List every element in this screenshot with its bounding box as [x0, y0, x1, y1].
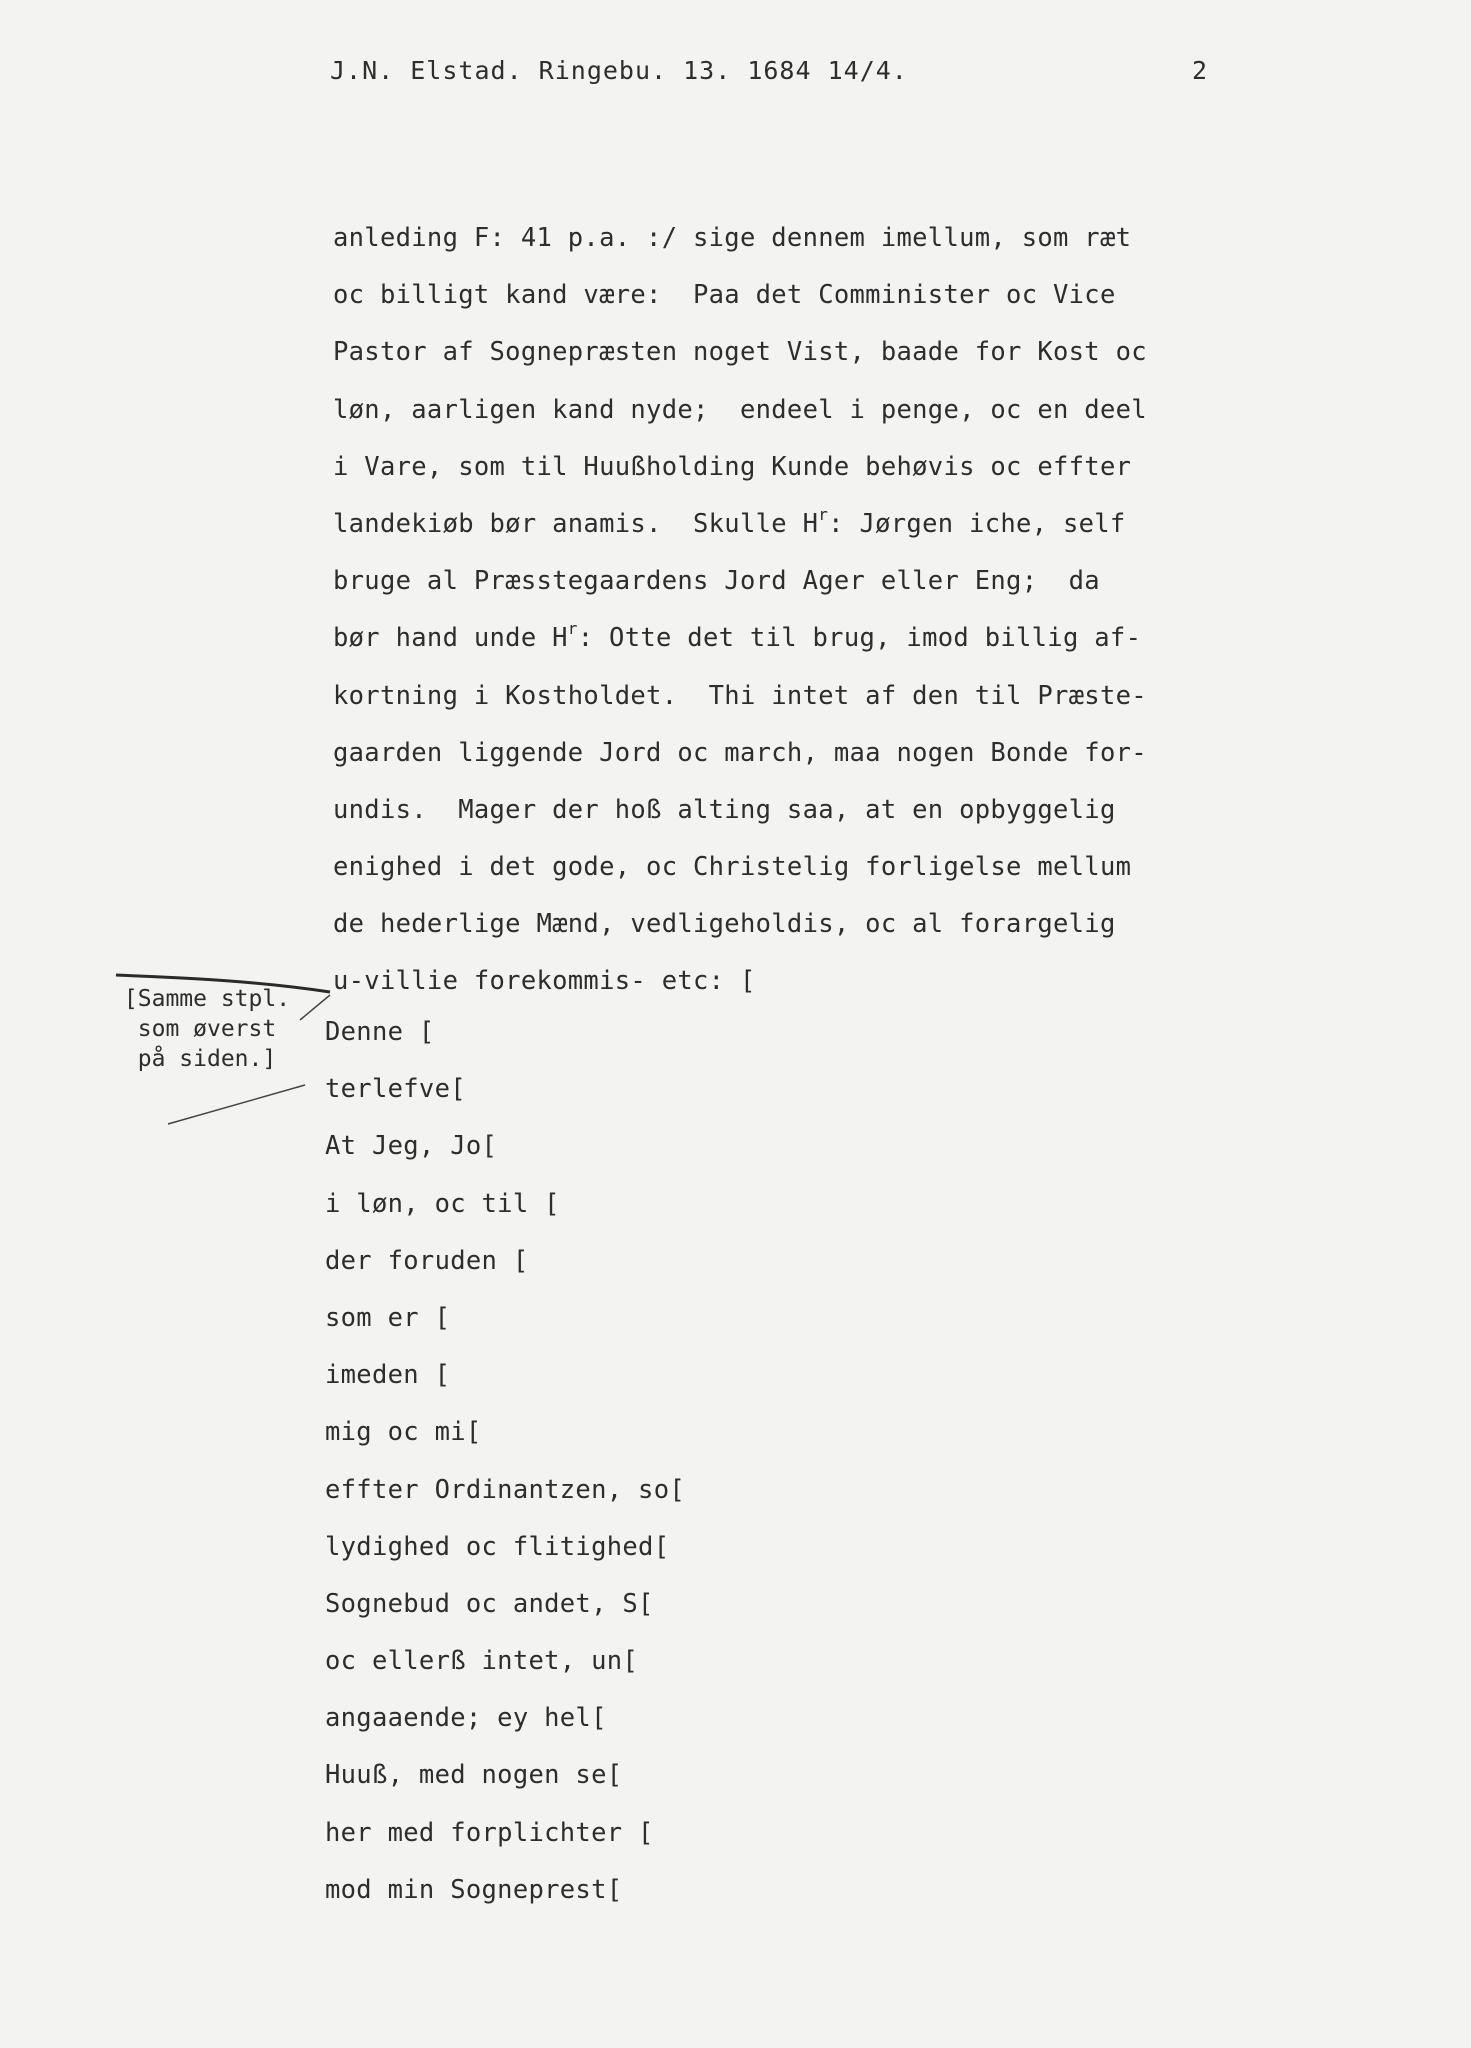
- superscript: r: [567, 619, 578, 639]
- fragment-line: Denne [: [325, 1017, 435, 1047]
- fragment-line: som er [: [325, 1302, 451, 1333]
- text-line: kortning i Kostholdet. Thi intet af den til Præste-: [333, 680, 1147, 711]
- text-line: enighed i det gode, oc Christelig forligelse mellum: [333, 852, 1132, 883]
- text-line: gaarden liggende Jord oc march, maa nogen Bonde for-: [333, 737, 1147, 768]
- text-line: [333, 610, 1353, 667]
- text-line: anleding F: 41 p.a. :/ sige dennem imellum, som ræt: [333, 223, 1132, 253]
- text-line: de hederlige Mænd, vedligeholdis, oc al forargelig: [333, 909, 1116, 940]
- page-header: [330, 56, 1471, 100]
- fragment-line: der foruden [: [325, 1245, 529, 1276]
- fragment-line: i løn, oc til [: [325, 1188, 560, 1219]
- fragment-line: imeden [: [325, 1360, 451, 1391]
- fragment-line: lydighed oc flitighed[: [325, 1531, 670, 1562]
- page-number: 2: [1192, 56, 1208, 85]
- text-line: i Vare, som til Huußholding Kunde behøvis oc effter: [333, 451, 1132, 482]
- margin-note-line: på siden.]: [137, 1046, 277, 1072]
- margin-note-line: [Samme stpl.: [123, 986, 291, 1012]
- text-line: [333, 496, 1353, 553]
- text-segment: landekiøb bør anamis. Skulle H: [333, 508, 819, 539]
- text-line: undis. Mager der hoß alting saa, at en opbyggelig: [333, 794, 1116, 825]
- fragment-line: At Jeg, Jo[: [325, 1131, 498, 1162]
- text-line: bruge al Præsstegaardens Jord Ager eller Eng; da: [333, 566, 1100, 597]
- fragment-list: [325, 1004, 685, 1919]
- text-line: u-villie forekommis- etc: [: [333, 966, 756, 997]
- header-title: J.N. Elstad. Ringebu. 13. 1684 14/4.: [330, 56, 908, 85]
- margin-note: [92, 984, 322, 1074]
- fragment-line: Sognebud oc andet, S[: [325, 1588, 654, 1619]
- text-segment: : Jørgen iche, self: [828, 508, 1126, 539]
- text-line: løn, aarligen kand nyde; endeel i penge, oc en deel: [333, 394, 1147, 425]
- text-line: Pastor af Sognepræsten noget Vist, baade for Kost oc: [333, 337, 1147, 368]
- fragment-line: angaaende; ey hel[: [325, 1703, 607, 1734]
- text-line: oc billigt kand være: Paa det Comminister oc Vice: [333, 280, 1116, 311]
- superscript: r: [818, 504, 829, 524]
- fragment-line: mod min Sogneprest[: [325, 1874, 623, 1905]
- fragment-line: mig oc mi[: [325, 1417, 482, 1448]
- fragment-line: effter Ordinantzen, so[: [325, 1474, 686, 1505]
- fragment-line: Huuß, med nogen se[: [325, 1760, 623, 1791]
- text-segment: bør hand unde H: [333, 623, 568, 654]
- margin-note-line: som øverst: [137, 1016, 277, 1042]
- text-segment: : Otte det til brug, imod billig af-: [577, 623, 1142, 654]
- annotation-leader-line: [168, 1085, 305, 1124]
- transcription-body: [333, 210, 1353, 1011]
- fragment-line: terlefve[: [325, 1074, 466, 1105]
- fragment-line: her med forplichter [: [325, 1817, 654, 1848]
- fragment-line: oc ellerß intet, un[: [325, 1646, 639, 1677]
